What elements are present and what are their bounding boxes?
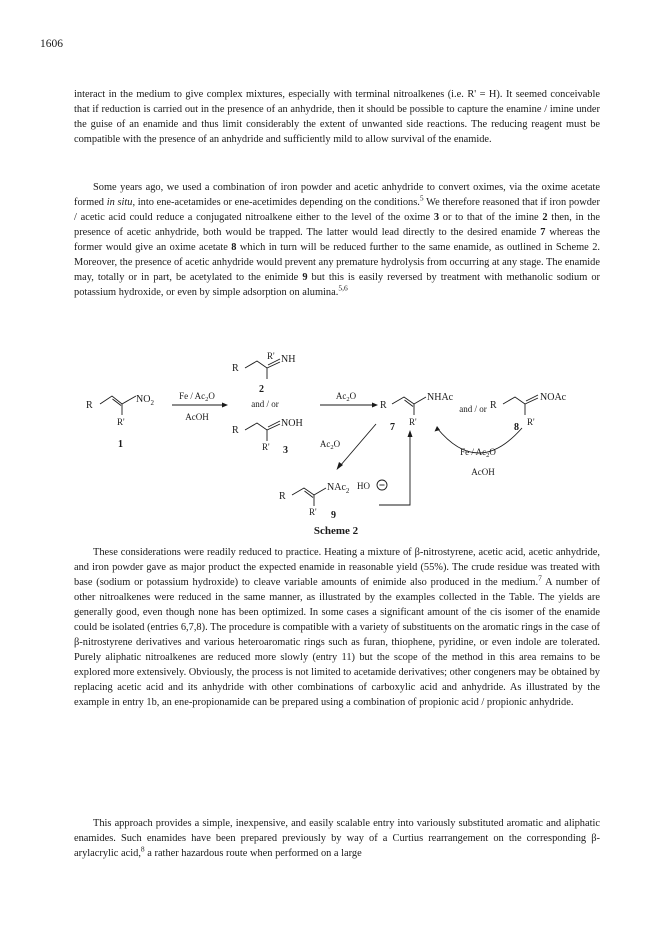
svg-text:R': R'	[262, 442, 270, 452]
reagent-label-1: Fe / $Ac_2O$	[179, 391, 215, 403]
reagent-label-2: $Ac_2O$	[335, 391, 357, 403]
svg-text:NAc2: NAc$_2$	[327, 482, 350, 495]
svg-text:R': R'	[117, 417, 125, 427]
svg-text:NO2: $NO_2$	[136, 394, 154, 407]
svg-text:R: R	[380, 400, 387, 411]
svg-text:R: R	[279, 491, 286, 502]
svg-text:R': R'	[409, 417, 417, 427]
reagent-label-4: Fe / $Ac_2O$	[460, 447, 496, 459]
reaction-scheme	[0, 340, 672, 540]
svg-text:R: R	[490, 400, 497, 411]
svg-text:R': R'	[527, 417, 535, 427]
arrow-7-to-9	[340, 424, 376, 466]
and-or-label-1: and / or	[251, 399, 279, 409]
page-number: 1606	[40, 38, 63, 50]
svg-text:NOAc: NOAc	[540, 392, 567, 403]
hydroxide-label: HO	[357, 481, 370, 491]
paragraph-3: These considerations were readily reduced to practice. Heating a mixture of β-nitrostyrene, acetic acid, acetic anhydride, and iron powder gave as major product the expected enamide in reasonable yield (55%). The crude residue was treated with base (sodium or potassium hydroxide) to cleave variable amounts of enimide also produced in the medium.$^7$ A number of other nitroalkenes were reduced in the same manner, as illustrated by the examples collected in the Table. The yields are generally good, even though none has been optimized. In some cases a significant amount of the cis isomer of the enamide could be isolated (entries 6,7,8). The procedure is compatible with a variety of substituents on the aromatic rings in the case of β-nitrostyrene derivatives and various heteroaromatic rings such as furan, thiophene, pyridine, or even indole are tolerated. Purely aliphatic nitroalkenes are reduced more slowly (entry 11) but the scope of the method in this area remains to be explored more extensively. Obviously, the process is not limited to acetamide derivatives; other congeners may be obtained by replacing acetic acid and its anhydride with other combinations of carboxylic acid and anhydride. As illustrated by the example in entry 1b, an ene-propionamide can be prepared using a combination of propionic acid / propionic anhydride.	[74, 547, 601, 709]
svg-text:2: 2	[259, 384, 264, 395]
svg-text:7: 7	[390, 422, 395, 433]
svg-text:NH: NH	[281, 354, 296, 365]
svg-text:R: R	[86, 400, 93, 411]
svg-text:R: R	[232, 425, 239, 436]
and-or-label-2: and / or	[459, 404, 487, 414]
paragraph-1: interact in the medium to give complex mixtures, especially with terminal nitroalkenes (i.e. R' = H). It seemed conceivable that if reduction is carried out in the presence of an anhydride, then it should be possible to capture the enamine / imine under the guise of an enamide and thus limit considerably the extent of unwanted side reactions. The reducing reagent must be compatible with the presence of an anhydride and sufficiently mild to allow survival of the enamide.	[74, 89, 600, 146]
reagent-label-1-below: AcOH	[185, 412, 209, 422]
svg-text:R': R'	[267, 351, 275, 361]
scheme-caption: Scheme 2	[313, 525, 359, 537]
reagent-label-3: $Ac_2O$	[319, 439, 341, 451]
svg-text:NHAc: NHAc	[427, 392, 454, 403]
arrow-9-to-7	[379, 436, 410, 505]
svg-text:R': R'	[309, 507, 317, 517]
paragraph-4: This approach provides a simple, inexpensive, and easily scalable entry into variously substituted aromatic and aliphatic enamides. Such enamides have been prepared previously by way of a Curtius rearrangement on the corresponding β-arylacrylic acid,$^8$ a rather hazardous route when performed on a large	[74, 818, 600, 860]
reagent-label-4-below: AcOH	[471, 467, 495, 477]
svg-text:NOH: NOH	[281, 418, 303, 429]
svg-text:1: 1	[118, 439, 123, 450]
svg-text:9: 9	[331, 510, 336, 521]
svg-text:3: 3	[283, 445, 288, 456]
svg-text:R: R	[232, 363, 239, 374]
svg-text:8: 8	[514, 422, 519, 433]
paragraph-2: Some years ago, we used a combination of iron powder and acetic anhydride to convert oximes, via the oxime acetate formed in situ, into ene-acetamides or ene-acetimides depending on the conditions.$^5$ We therefore reasoned that if iron powder / acetic acid could reduce a conjugated nitroalkene either to the level of the oxime 3 or to that of the imine 2 then, in the presence of acetic anhydride, both would be trapped. The latter would lead directly to the desired enamide 7 whereas the former would give an oxime acetate 8 which in turn will be reduced further to the same enamide, as outlined in Scheme 2. Moreover, the presence of acetic anhydride would prevent any premature hydrolysis from occurring at any stage. The enamide may, totally or in part, be acetylated to the enimide 9 but this is easily reversed by treatment with methanolic sodium or potassium hydroxide, or even by simple adsorption on alumina.$^{5,6}$	[74, 182, 601, 299]
